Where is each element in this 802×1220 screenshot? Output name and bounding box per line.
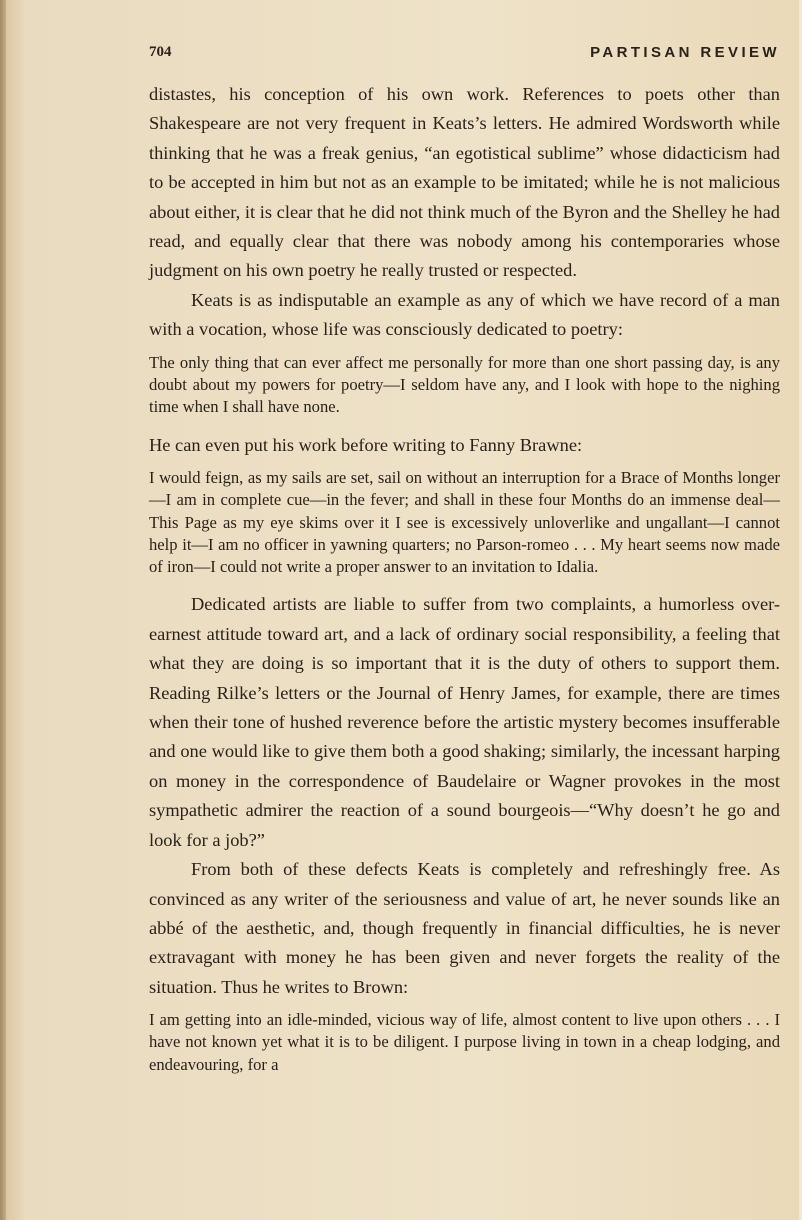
paragraph-4: Dedicated artists are liable to suffer from two complaints, a humorless over-earnest attitude toward art, and a lack of ordinary social responsibility, a feeling that what they are doing is so important that it is the duty of others to support them. Reading Rilke’s letters or the Journal of Henry James, for example, there are times when their tone of hushed reverence before the artistic mystery becomes insufferable and one would like to give them both a good shaking; similarly, the incessant harping on money in the correspondence of Baudelaire or Wagner provokes in the most sympathetic admirer the reaction of a sound bourgeois—“Why doesn’t he go and look for a job?” bbox=[149, 594, 780, 850]
block-quote-3: I am getting into an idle-minded, vicious way of life, almost content to live upon others . . . I have not known yet what it is to be diligent. I purpose living in town in a cheap lodging, and endeavouring, for a bbox=[149, 1010, 780, 1074]
block-quote-2: I would feign, as my sails are set, sail on without an interruption for a Brace of Months longer—I am in complete cue—in the fever; and shall in these four Months do an immense deal—This Page as my eye skims over it I see is excessively unloverlike and ungallant—I cannot help it—I am no officer in yawning quarters; no Parson-romeo . . . My heart seems now made of iron—I could not write a proper answer to an invitation to Idalia. bbox=[149, 467, 780, 577]
body-text bbox=[149, 80, 780, 1076]
page-header bbox=[149, 44, 780, 66]
page-gutter-shadow bbox=[0, 0, 6, 1220]
page-number: 704 bbox=[149, 44, 172, 60]
paragraph-2: Keats is as indisputable an example as any of which we have record of a man with a vocation, whose life was consciously dedicated to poetry: bbox=[149, 289, 780, 340]
running-head: PARTISAN REVIEW bbox=[590, 44, 780, 61]
paragraph-5: From both of these defects Keats is completely and refreshingly free. As convinced as any writer of the seriousness and value of art, he never sounds like an abbé of the aesthetic, and, though frequently in financial difficulties, he is never extravagant with money he has been given and never forgets the reality of the situation. Thus he writes to Brown: bbox=[149, 859, 780, 997]
paragraph-1: distastes, his conception of his own work. References to poets other than Shakespeare are not very frequent in Keats’s letters. He admired Wordsworth while thinking that he was a freak genius, “an egotistical sublime” whose didacticism had to be accepted in him but not as an example to be imitated; while he is not malicious about either, it is clear that he did not think much of the Byron and the Shelley he had read, and equally clear that there was nobody among his contemporaries whose judgment on his own poetry he really trusted or respected. bbox=[149, 84, 780, 281]
block-quote-1: The only thing that can ever affect me personally for more than one short passing day, is any doubt about my powers for poetry—I seldom have any, and I look with hope to the nighing time when I shall have none. bbox=[149, 352, 780, 417]
paragraph-3: He can even put his work before writing to Fanny Brawne: bbox=[149, 434, 583, 455]
